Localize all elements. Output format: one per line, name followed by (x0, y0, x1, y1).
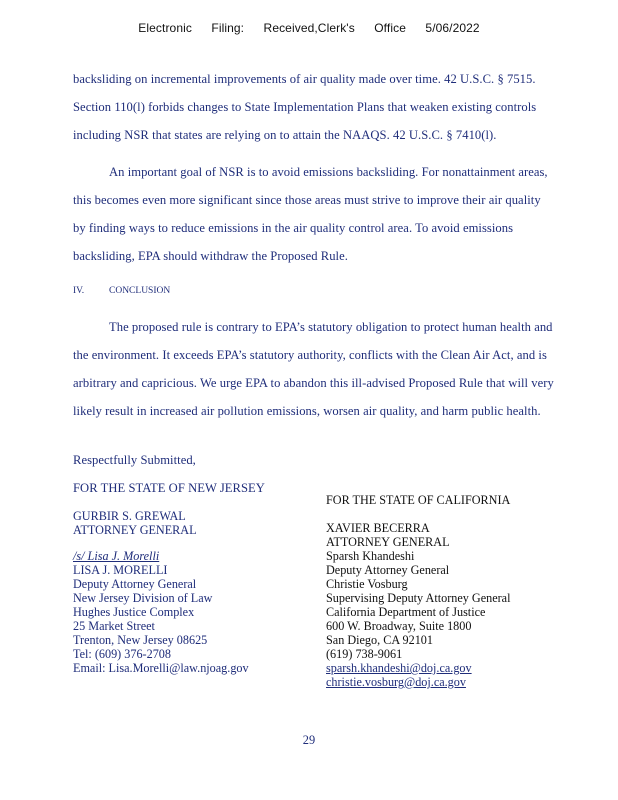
nj-phone: Tel: (609) 376-2708 (73, 647, 171, 661)
ca-email-link-2[interactable]: christie.vosburg@doj.ca.gov (326, 675, 466, 689)
nj-city: Trenton, New Jersey 08625 (73, 633, 208, 647)
section-title: CONCLUSION (109, 286, 171, 296)
header-received: Received,Clerk's (263, 21, 355, 35)
body-line: backsliding, EPA should withdraw the Proposed Rule. (73, 249, 348, 263)
nj-signature-block (73, 509, 249, 675)
ca-email-link-1[interactable]: sparsh.khandeshi@doj.ca.gov (326, 661, 472, 675)
filing-header (0, 21, 618, 35)
nj-ag-title: ATTORNEY GENERAL (73, 523, 197, 537)
header-date: 5/06/2022 (425, 21, 480, 35)
nj-attorney-name: LISA J. MORELLI (73, 563, 168, 577)
nj-complex: Hughes Justice Complex (73, 605, 195, 619)
body-line: The proposed rule is contrary to EPA’s statutory obligation to protect human health and (109, 320, 553, 334)
ca-city: San Diego, CA 92101 (326, 633, 433, 647)
ca-department: California Department of Justice (326, 605, 486, 619)
section-number: IV. (73, 286, 85, 296)
body-line: the environment. It exceeds EPA’s statutory authority, conflicts with the Clean Air Act, and is (73, 348, 547, 362)
section-heading (73, 286, 170, 296)
ca-attorney-name-2: Christie Vosburg (326, 577, 408, 591)
body-line: including NSR that states are relying on to attain the NAAQS. 42 U.S.C. § 7410(l). (73, 128, 497, 142)
ca-signature-block (326, 493, 510, 689)
nj-attorney-title: Deputy Attorney General (73, 577, 197, 591)
ca-ag-title: ATTORNEY GENERAL (326, 535, 450, 549)
nj-division: New Jersey Division of Law (73, 591, 213, 605)
header-filing: Filing: (211, 21, 245, 35)
ca-attorney-name-1: Sparsh Khandeshi (326, 549, 415, 563)
page-number: 29 (302, 733, 316, 747)
nj-ag-name: GURBIR S. GREWAL (73, 509, 186, 523)
ca-state-heading: FOR THE STATE OF CALIFORNIA (326, 493, 511, 507)
body-line: Section 110(l) forbids changes to State Implementation Plans that weaken existing controls (73, 100, 537, 114)
body-line: this becomes even more significant since those areas must strive to improve their air quality (73, 193, 541, 207)
nj-email: Email: Lisa.Morelli@law.njoag.gov (73, 661, 249, 675)
header-office: Office (374, 21, 406, 35)
body-line: arbitrary and capricious. We urge EPA to abandon this ill-advised Proposed Rule that will very (73, 376, 554, 390)
ca-attorney-title-2: Supervising Deputy Attorney General (326, 591, 511, 605)
nj-state-heading: FOR THE STATE OF NEW JERSEY (73, 481, 265, 495)
body-line: backsliding on incremental improvements of air quality made over time. 42 U.S.C. § 7515. (73, 72, 536, 86)
ca-attorney-title-1: Deputy Attorney General (326, 563, 450, 577)
nj-signature: /s/ Lisa J. Morelli (73, 549, 160, 563)
header-electronic: Electronic (138, 21, 192, 35)
body-line: likely result in increased air pollution emissions, worsen air quality, and harm public health. (73, 404, 541, 418)
nj-street: 25 Market Street (73, 619, 155, 633)
ca-ag-name: XAVIER BECERRA (326, 521, 430, 535)
ca-phone: (619) 738-9061 (326, 647, 403, 661)
body-line: An important goal of NSR is to avoid emissions backsliding. For nonattainment areas, (109, 165, 548, 179)
body-line: by finding ways to reduce emissions in the air quality control area. To avoid emissions (73, 221, 514, 235)
closing-text: Respectfully Submitted, (73, 453, 196, 467)
ca-street: 600 W. Broadway, Suite 1800 (326, 619, 472, 633)
